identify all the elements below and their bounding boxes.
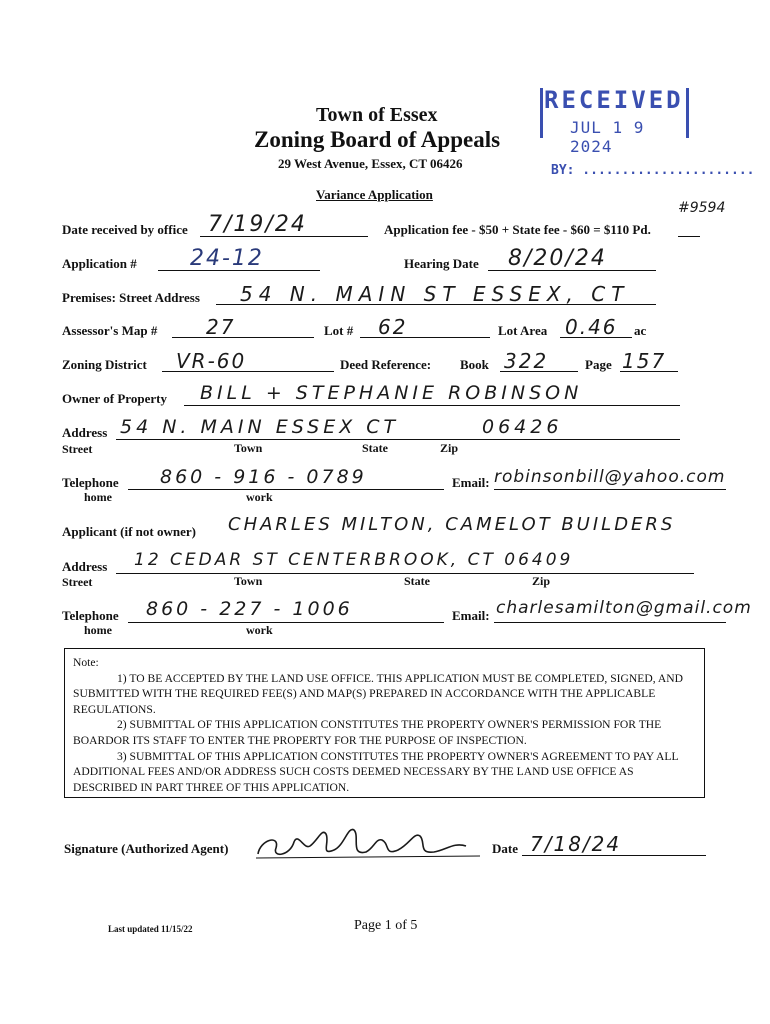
board-title: Zoning Board of Appeals bbox=[254, 127, 501, 152]
lot-area-value: 0.46 bbox=[565, 315, 618, 339]
application-number-value: 24-12 bbox=[190, 246, 264, 271]
board-address: 29 West Avenue, Essex, CT 06426 bbox=[278, 156, 463, 171]
owner-address-value: 54 N. MAIN ESSEX CT bbox=[120, 416, 400, 438]
applicant-value: CHARLES MILTON, CAMELOT BUILDERS bbox=[228, 514, 676, 535]
application-number-label: Application # bbox=[62, 256, 137, 271]
assessor-map-label: Assessor's Map # bbox=[62, 323, 158, 338]
applicant-state-caption: State bbox=[404, 574, 430, 588]
deed-reference-label: Deed Reference: bbox=[340, 357, 432, 372]
applicant-email-label: Email: bbox=[452, 608, 490, 623]
owner-email-label: Email: bbox=[452, 475, 490, 490]
owner-street-caption: Street bbox=[62, 442, 93, 456]
stamp-left-bracket bbox=[540, 88, 549, 138]
book-value: 322 bbox=[504, 349, 549, 373]
book-label: Book bbox=[460, 357, 489, 372]
applicant-town-caption: Town bbox=[234, 574, 263, 588]
owner-email-value: robinsonbill@yahoo.com bbox=[494, 467, 726, 487]
lot-area-unit: ac bbox=[634, 323, 647, 338]
owner-value: BILL + STEPHANIE ROBINSON bbox=[200, 382, 583, 404]
applicant-telephone-label: Telephone bbox=[62, 608, 119, 623]
stamp-by: BY: ...................... bbox=[551, 163, 755, 178]
owner-address-line bbox=[116, 439, 680, 440]
town-title: Town of Essex bbox=[316, 104, 438, 126]
form-title: Variance Application bbox=[316, 187, 433, 202]
stamp-date: JUL 1 9 2024 bbox=[570, 118, 645, 156]
owner-email-line bbox=[494, 489, 726, 490]
fee-paid-value: #9594 bbox=[678, 200, 726, 216]
owner-telephone-label: Telephone bbox=[62, 475, 119, 490]
premises-label: Premises: Street Address bbox=[62, 290, 200, 305]
assessor-map-line bbox=[172, 337, 314, 338]
owner-label: Owner of Property bbox=[62, 391, 167, 406]
date-received-value: 7/19/24 bbox=[208, 212, 307, 237]
note-box bbox=[64, 648, 705, 798]
lot-value: 62 bbox=[378, 315, 408, 339]
stamp-received-text: RECEIVED bbox=[544, 86, 684, 114]
fee-paid-line bbox=[678, 236, 700, 237]
owner-state-caption: State bbox=[362, 441, 388, 455]
owner-home-caption: home bbox=[84, 490, 112, 504]
applicant-email-value: charlesamilton@gmail.com bbox=[496, 598, 752, 618]
applicant-telephone-value: 860 - 227 - 1006 bbox=[146, 598, 353, 620]
page-value: 157 bbox=[622, 349, 667, 373]
assessor-map-value: 27 bbox=[206, 315, 236, 339]
signature-date-label: Date bbox=[492, 841, 518, 856]
owner-town-caption: Town bbox=[234, 441, 263, 455]
applicant-address-value: 12 CEDAR ST CENTERBROOK, CT 06409 bbox=[134, 550, 574, 570]
owner-address-label: Address bbox=[62, 425, 108, 440]
note-item-3: 3) SUBMITTAL OF THIS APPLICATION CONSTITUTES THE PROPERTY OWNER'S AGREEMENT TO PAY ALL ADDITIONAL FEES AND/OR ADDRESS SUCH COSTS DEEMED NECESSARY BY THE LAND USE OFFICE AS DESCRIBED IN PART THREE OF THIS APPLICATION. bbox=[73, 749, 679, 794]
applicant-address-label: Address bbox=[62, 559, 108, 574]
applicant-email-line bbox=[494, 622, 726, 623]
applicant-label: Applicant (if not owner) bbox=[62, 524, 196, 539]
page-label: Page bbox=[585, 357, 612, 372]
date-received-label: Date received by office bbox=[62, 222, 188, 237]
note-item-1: 1) TO BE ACCEPTED BY THE LAND USE OFFICE. THIS APPLICATION MUST BE COMPLETED, SIGNED, AND SUBMITTED WITH THE REQUIRED FEE(S) AND MAP(S) PREPARED IN ACCORDANCE WITH THE APPLICABLE REGULATIONS. bbox=[73, 671, 683, 716]
hearing-date-value: 8/20/24 bbox=[508, 246, 607, 271]
applicant-work-caption: work bbox=[246, 623, 273, 637]
note-item-2: 2) SUBMITTAL OF THIS APPLICATION CONSTITUTES THE PROPERTY OWNER'S PERMISSION FOR THE BOARDOR ITS STAFF TO ENTER THE PROPERTY FOR THE PURPOSE OF INSPECTION. bbox=[73, 718, 662, 747]
owner-telephone-line bbox=[128, 489, 444, 490]
applicant-street-caption: Street bbox=[62, 575, 93, 589]
owner-work-caption: work bbox=[246, 490, 273, 504]
owner-telephone-value: 860 - 916 - 0789 bbox=[160, 466, 367, 488]
lot-label: Lot # bbox=[324, 323, 354, 338]
owner-line bbox=[184, 405, 680, 406]
applicant-zip-caption: Zip bbox=[532, 574, 551, 588]
fee-label: Application fee - $50 + State fee - $60 = $110 Pd. bbox=[384, 222, 651, 237]
signature-date-value: 7/18/24 bbox=[530, 832, 622, 856]
page-number: Page 1 of 5 bbox=[354, 918, 418, 933]
owner-zip-value: 06426 bbox=[482, 416, 563, 438]
received-stamp bbox=[540, 84, 690, 156]
signature-mark bbox=[250, 820, 480, 864]
signature-label: Signature (Authorized Agent) bbox=[64, 841, 229, 856]
owner-zip-caption: Zip bbox=[440, 441, 459, 455]
lot-area-label: Lot Area bbox=[498, 323, 548, 338]
applicant-home-caption: home bbox=[84, 623, 112, 637]
zoning-district-label: Zoning District bbox=[62, 357, 147, 372]
note-title: Note: bbox=[73, 656, 99, 669]
applicant-telephone-line bbox=[128, 622, 444, 623]
premises-value: 54 N. MAIN ST ESSEX, CT bbox=[240, 282, 630, 306]
stamp-right-bracket bbox=[680, 88, 689, 138]
zoning-district-value: VR-60 bbox=[176, 349, 247, 373]
hearing-date-label: Hearing Date bbox=[404, 256, 479, 271]
last-updated: Last updated 11/15/22 bbox=[108, 924, 193, 934]
